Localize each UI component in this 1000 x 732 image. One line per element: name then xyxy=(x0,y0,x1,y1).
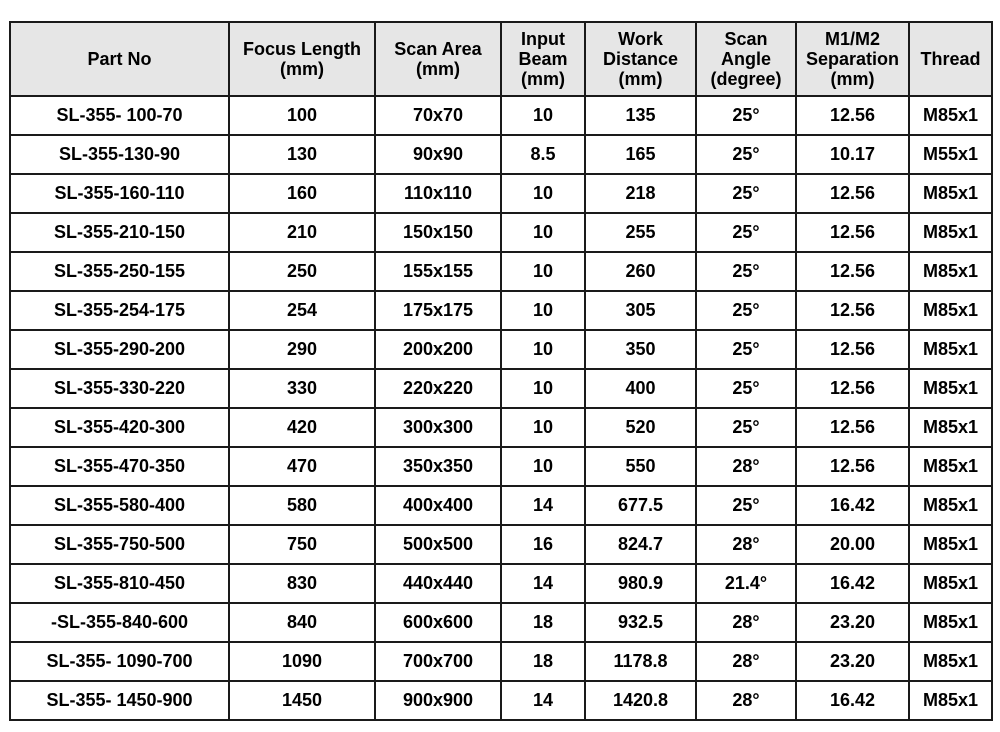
cell-m1-m2-separation: 16.42 xyxy=(796,564,909,603)
cell-scan-angle: 25° xyxy=(696,213,796,252)
cell-scan-area: 400x400 xyxy=(375,486,501,525)
cell-scan-angle: 25° xyxy=(696,135,796,174)
cell-work-distance: 1420.8 xyxy=(585,681,696,720)
header-scan-area: Scan Area (mm) xyxy=(375,22,501,96)
cell-part-no: SL-355-810-450 xyxy=(10,564,229,603)
cell-scan-angle: 25° xyxy=(696,330,796,369)
cell-m1-m2-separation: 20.00 xyxy=(796,525,909,564)
cell-thread: M85x1 xyxy=(909,486,992,525)
cell-part-no: SL-355-330-220 xyxy=(10,369,229,408)
cell-work-distance: 980.9 xyxy=(585,564,696,603)
cell-scan-area: 900x900 xyxy=(375,681,501,720)
header-focus-length: Focus Length (mm) xyxy=(229,22,375,96)
table-row xyxy=(10,96,992,135)
cell-thread: M85x1 xyxy=(909,525,992,564)
cell-work-distance: 550 xyxy=(585,447,696,486)
cell-part-no: SL-355-290-200 xyxy=(10,330,229,369)
cell-input-beam: 18 xyxy=(501,642,585,681)
cell-m1-m2-separation: 12.56 xyxy=(796,291,909,330)
cell-part-no: SL-355-130-90 xyxy=(10,135,229,174)
cell-scan-area: 90x90 xyxy=(375,135,501,174)
cell-scan-angle: 25° xyxy=(696,174,796,213)
cell-part-no: SL-355- 100-70 xyxy=(10,96,229,135)
cell-focus-length: 130 xyxy=(229,135,375,174)
cell-input-beam: 10 xyxy=(501,174,585,213)
cell-focus-length: 580 xyxy=(229,486,375,525)
cell-part-no: SL-355-420-300 xyxy=(10,408,229,447)
cell-thread: M85x1 xyxy=(909,369,992,408)
cell-part-no: SL-355-254-175 xyxy=(10,291,229,330)
cell-input-beam: 10 xyxy=(501,369,585,408)
cell-scan-angle: 25° xyxy=(696,408,796,447)
cell-focus-length: 1450 xyxy=(229,681,375,720)
header-thread: Thread xyxy=(909,22,992,96)
cell-input-beam: 14 xyxy=(501,681,585,720)
cell-input-beam: 10 xyxy=(501,96,585,135)
header-part-no: Part No xyxy=(10,22,229,96)
cell-scan-angle: 25° xyxy=(696,369,796,408)
cell-m1-m2-separation: 12.56 xyxy=(796,408,909,447)
table-row xyxy=(10,603,992,642)
cell-thread: M85x1 xyxy=(909,96,992,135)
cell-part-no: -SL-355-840-600 xyxy=(10,603,229,642)
cell-focus-length: 470 xyxy=(229,447,375,486)
cell-part-no: SL-355-580-400 xyxy=(10,486,229,525)
cell-thread: M85x1 xyxy=(909,642,992,681)
cell-thread: M85x1 xyxy=(909,330,992,369)
cell-focus-length: 830 xyxy=(229,564,375,603)
table-header xyxy=(10,22,992,96)
cell-input-beam: 16 xyxy=(501,525,585,564)
cell-part-no: SL-355- 1450-900 xyxy=(10,681,229,720)
cell-scan-angle: 25° xyxy=(696,486,796,525)
cell-scan-angle: 28° xyxy=(696,642,796,681)
cell-focus-length: 840 xyxy=(229,603,375,642)
spec-table xyxy=(9,21,993,721)
cell-work-distance: 932.5 xyxy=(585,603,696,642)
cell-input-beam: 14 xyxy=(501,486,585,525)
cell-scan-angle: 25° xyxy=(696,291,796,330)
cell-focus-length: 160 xyxy=(229,174,375,213)
cell-work-distance: 165 xyxy=(585,135,696,174)
cell-focus-length: 254 xyxy=(229,291,375,330)
cell-work-distance: 677.5 xyxy=(585,486,696,525)
cell-part-no: SL-355-750-500 xyxy=(10,525,229,564)
cell-input-beam: 10 xyxy=(501,408,585,447)
cell-scan-angle: 28° xyxy=(696,525,796,564)
cell-thread: M85x1 xyxy=(909,213,992,252)
cell-input-beam: 10 xyxy=(501,213,585,252)
cell-work-distance: 260 xyxy=(585,252,696,291)
cell-m1-m2-separation: 12.56 xyxy=(796,252,909,291)
cell-scan-area: 220x220 xyxy=(375,369,501,408)
cell-scan-angle: 21.4° xyxy=(696,564,796,603)
cell-work-distance: 1178.8 xyxy=(585,642,696,681)
cell-scan-area: 350x350 xyxy=(375,447,501,486)
cell-part-no: SL-355- 1090-700 xyxy=(10,642,229,681)
cell-work-distance: 218 xyxy=(585,174,696,213)
cell-part-no: SL-355-250-155 xyxy=(10,252,229,291)
cell-scan-area: 150x150 xyxy=(375,213,501,252)
table-row xyxy=(10,486,992,525)
cell-m1-m2-separation: 12.56 xyxy=(796,447,909,486)
cell-thread: M85x1 xyxy=(909,408,992,447)
cell-scan-area: 110x110 xyxy=(375,174,501,213)
cell-scan-angle: 28° xyxy=(696,447,796,486)
cell-thread: M85x1 xyxy=(909,564,992,603)
cell-scan-area: 440x440 xyxy=(375,564,501,603)
cell-scan-area: 155x155 xyxy=(375,252,501,291)
cell-m1-m2-separation: 16.42 xyxy=(796,681,909,720)
cell-m1-m2-separation: 10.17 xyxy=(796,135,909,174)
cell-thread: M85x1 xyxy=(909,681,992,720)
cell-focus-length: 1090 xyxy=(229,642,375,681)
cell-focus-length: 330 xyxy=(229,369,375,408)
cell-focus-length: 290 xyxy=(229,330,375,369)
cell-input-beam: 18 xyxy=(501,603,585,642)
cell-work-distance: 824.7 xyxy=(585,525,696,564)
cell-input-beam: 10 xyxy=(501,291,585,330)
cell-scan-angle: 25° xyxy=(696,96,796,135)
table-row xyxy=(10,330,992,369)
cell-work-distance: 135 xyxy=(585,96,696,135)
table-row xyxy=(10,408,992,447)
cell-scan-angle: 28° xyxy=(696,681,796,720)
cell-scan-angle: 25° xyxy=(696,252,796,291)
cell-part-no: SL-355-160-110 xyxy=(10,174,229,213)
cell-thread: M85x1 xyxy=(909,447,992,486)
cell-thread: M85x1 xyxy=(909,174,992,213)
cell-scan-area: 300x300 xyxy=(375,408,501,447)
cell-work-distance: 305 xyxy=(585,291,696,330)
cell-m1-m2-separation: 23.20 xyxy=(796,603,909,642)
table-row xyxy=(10,681,992,720)
cell-thread: M85x1 xyxy=(909,252,992,291)
cell-m1-m2-separation: 12.56 xyxy=(796,174,909,213)
cell-m1-m2-separation: 12.56 xyxy=(796,213,909,252)
table-row xyxy=(10,642,992,681)
table-row xyxy=(10,213,992,252)
cell-input-beam: 10 xyxy=(501,330,585,369)
cell-scan-area: 700x700 xyxy=(375,642,501,681)
cell-focus-length: 420 xyxy=(229,408,375,447)
cell-m1-m2-separation: 12.56 xyxy=(796,369,909,408)
header-work-distance: Work Distance (mm) xyxy=(585,22,696,96)
cell-part-no: SL-355-210-150 xyxy=(10,213,229,252)
table-row xyxy=(10,174,992,213)
cell-scan-angle: 28° xyxy=(696,603,796,642)
cell-scan-area: 500x500 xyxy=(375,525,501,564)
cell-work-distance: 255 xyxy=(585,213,696,252)
cell-input-beam: 10 xyxy=(501,252,585,291)
header-scan-angle: Scan Angle (degree) xyxy=(696,22,796,96)
header-input-beam: Input Beam (mm) xyxy=(501,22,585,96)
table-body xyxy=(10,96,992,720)
table-row xyxy=(10,291,992,330)
cell-focus-length: 250 xyxy=(229,252,375,291)
cell-focus-length: 210 xyxy=(229,213,375,252)
cell-input-beam: 10 xyxy=(501,447,585,486)
table-row xyxy=(10,369,992,408)
cell-thread: M85x1 xyxy=(909,291,992,330)
cell-m1-m2-separation: 16.42 xyxy=(796,486,909,525)
table-row xyxy=(10,564,992,603)
cell-m1-m2-separation: 12.56 xyxy=(796,96,909,135)
cell-m1-m2-separation: 12.56 xyxy=(796,330,909,369)
cell-m1-m2-separation: 23.20 xyxy=(796,642,909,681)
cell-scan-area: 70x70 xyxy=(375,96,501,135)
cell-focus-length: 100 xyxy=(229,96,375,135)
table-row xyxy=(10,525,992,564)
cell-thread: M55x1 xyxy=(909,135,992,174)
table-row xyxy=(10,252,992,291)
header-m1-m2-separation: M1/M2 Separation (mm) xyxy=(796,22,909,96)
header-row xyxy=(10,22,992,96)
cell-focus-length: 750 xyxy=(229,525,375,564)
cell-scan-area: 200x200 xyxy=(375,330,501,369)
cell-scan-area: 175x175 xyxy=(375,291,501,330)
table-row xyxy=(10,447,992,486)
cell-input-beam: 8.5 xyxy=(501,135,585,174)
cell-work-distance: 400 xyxy=(585,369,696,408)
cell-scan-area: 600x600 xyxy=(375,603,501,642)
cell-part-no: SL-355-470-350 xyxy=(10,447,229,486)
cell-input-beam: 14 xyxy=(501,564,585,603)
cell-work-distance: 520 xyxy=(585,408,696,447)
table-row xyxy=(10,135,992,174)
cell-thread: M85x1 xyxy=(909,603,992,642)
cell-work-distance: 350 xyxy=(585,330,696,369)
